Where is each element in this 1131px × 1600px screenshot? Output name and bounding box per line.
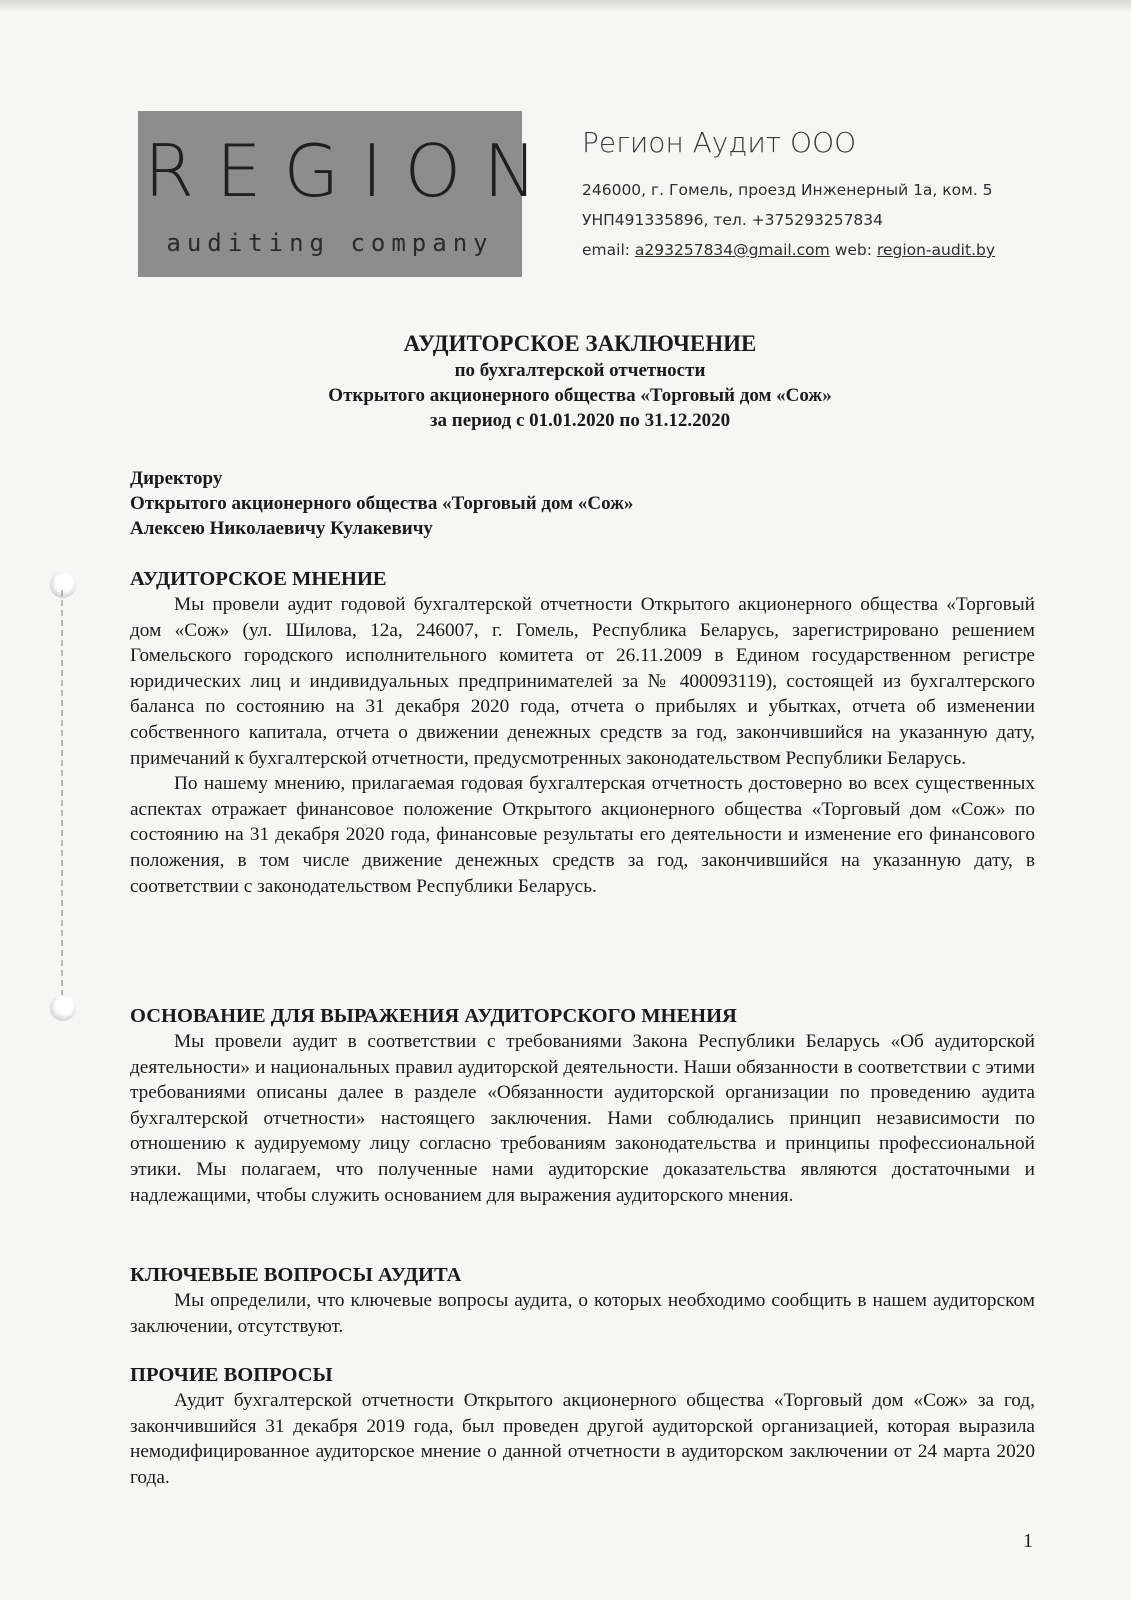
company-address: 246000, г. Гомель, проезд Инженерный 1а, ком. 5 [582, 181, 993, 199]
title-line-2: по бухгалтерской отчетности [454, 360, 706, 381]
section-key-matters [130, 1262, 1035, 1339]
addressee-line-2: Открытого акционерного общества «Торговый дом «Сож» [130, 493, 634, 514]
title-line-4: за период с 01.01.2020 по 31.12.2020 [429, 410, 731, 431]
title-main: АУДИТОРСКОЕ ЗАКЛЮЧЕНИЕ [403, 331, 757, 356]
section-key-matters-paragraph: Мы определили, что ключевые вопросы аудита, о которых необходимо сообщить в нашем аудиторском заключении, отсутствуют. [130, 1290, 1035, 1337]
company-contacts [582, 235, 995, 265]
document-title [130, 330, 1030, 433]
scan-top-edge [0, 0, 1131, 12]
company-logo [138, 111, 560, 277]
company-info [582, 126, 995, 265]
section-other [130, 1362, 1035, 1490]
section-basis-heading: ОСНОВАНИЕ ДЛЯ ВЫРАЖЕНИЯ АУДИТОРСКОГО МНЕНИЯ [130, 1005, 737, 1027]
section-other-heading: ПРОЧИЕ ВОПРОСЫ [130, 1364, 333, 1386]
binding-hole-top [50, 572, 76, 598]
web-label: web: [834, 241, 872, 259]
addressee [130, 466, 633, 541]
logo-tagline: auditing company [166, 229, 494, 257]
addressee-line-1: Директору [130, 468, 223, 489]
binding-thread [61, 590, 63, 995]
title-line-3: Открытого акционерного общества «Торговый дом «Сож» [328, 385, 832, 406]
binding-hole-bottom [50, 995, 76, 1021]
email-link[interactable]: a293257834@gmail.com [634, 241, 830, 259]
section-opinion-paragraph-2: По нашему мнению, прилагаемая годовая бухгалтерская отчетность достоверно во всех существенных аспектах отражает финансовое положение Открытого акционерного общества «Торговый дом «Сож» по состоянию на 31 декабря 2020 года, финансовые результаты его деятельности и изменение его финансового положения, в том числе движение денежных средств за год, закончившийся на указанную дату, в соответствии с законодательством Республики Беларусь. [130, 773, 1035, 897]
logo-wordmark: REGION [144, 129, 560, 213]
email-label: email: [582, 241, 630, 259]
section-opinion-paragraph-1: Мы провели аудит годовой бухгалтерской отчетности Открытого акционерного общества «Торговый дом «Сож» (ул. Шилова, 12а, 246007, г. Гомель, Республика Беларусь, зарегистрировано решением Гомельского городского исполнительного комитета от 26.11.2009 в Едином государственном регистре юридических лиц и индивидуальных предпринимателей за № 400093119), состоящей из бухгалтерского баланса по состоянию на 31 декабря 2020 года, отчета о прибылях и убытках, отчета об изменении собственного капитала, отчета о движении денежных средств за год, закончившийся на указанную дату, примечаний к бухгалтерской отчетности, предусмотренных законодательством Республики Беларусь. [130, 594, 1035, 769]
web-link[interactable]: region-audit.by [876, 241, 996, 259]
section-opinion [130, 566, 1035, 899]
section-basis [130, 1003, 1035, 1208]
section-opinion-heading: АУДИТОРСКОЕ МНЕНИЕ [130, 568, 387, 590]
addressee-line-3: Алексею Николаевичу Кулакевичу [130, 518, 433, 539]
company-name: Регион Аудит ООО [582, 126, 857, 159]
page-number: 1 [1023, 1530, 1033, 1552]
section-key-matters-heading: КЛЮЧЕВЫЕ ВОПРОСЫ АУДИТА [130, 1264, 462, 1286]
company-unp-phone: УНП491335896, тел. +375293257834 [582, 211, 884, 229]
section-other-paragraph: Аудит бухгалтерской отчетности Открытого акционерного общества «Торговый дом «Сож» за год, закончившийся 31 декабря 2019 года, был проведен другой аудиторской организацией, которая выразила немодифицированное аудиторское мнение о данной отчетности в аудиторском заключении от 24 марта 2020 года. [130, 1390, 1035, 1488]
section-basis-paragraph: Мы провели аудит в соответствии с требованиями Закона Республики Беларусь «Об аудиторской деятельности» и национальных правил аудиторской деятельности. Наши обязанности в соответствии с этими требованиями описаны далее в разделе «Обязанности аудиторской организации по проведению аудита бухгалтерской отчетности» настоящего заключения. Нами соблюдались принцип независимости по отношению к аудируемому лицу согласно требованиям законодательства и принципы профессиональной этики. Мы полагаем, что полученные нами аудиторские доказательства являются достаточными и надлежащими, чтобы служить основанием для выражения аудиторского мнения. [130, 1031, 1035, 1206]
